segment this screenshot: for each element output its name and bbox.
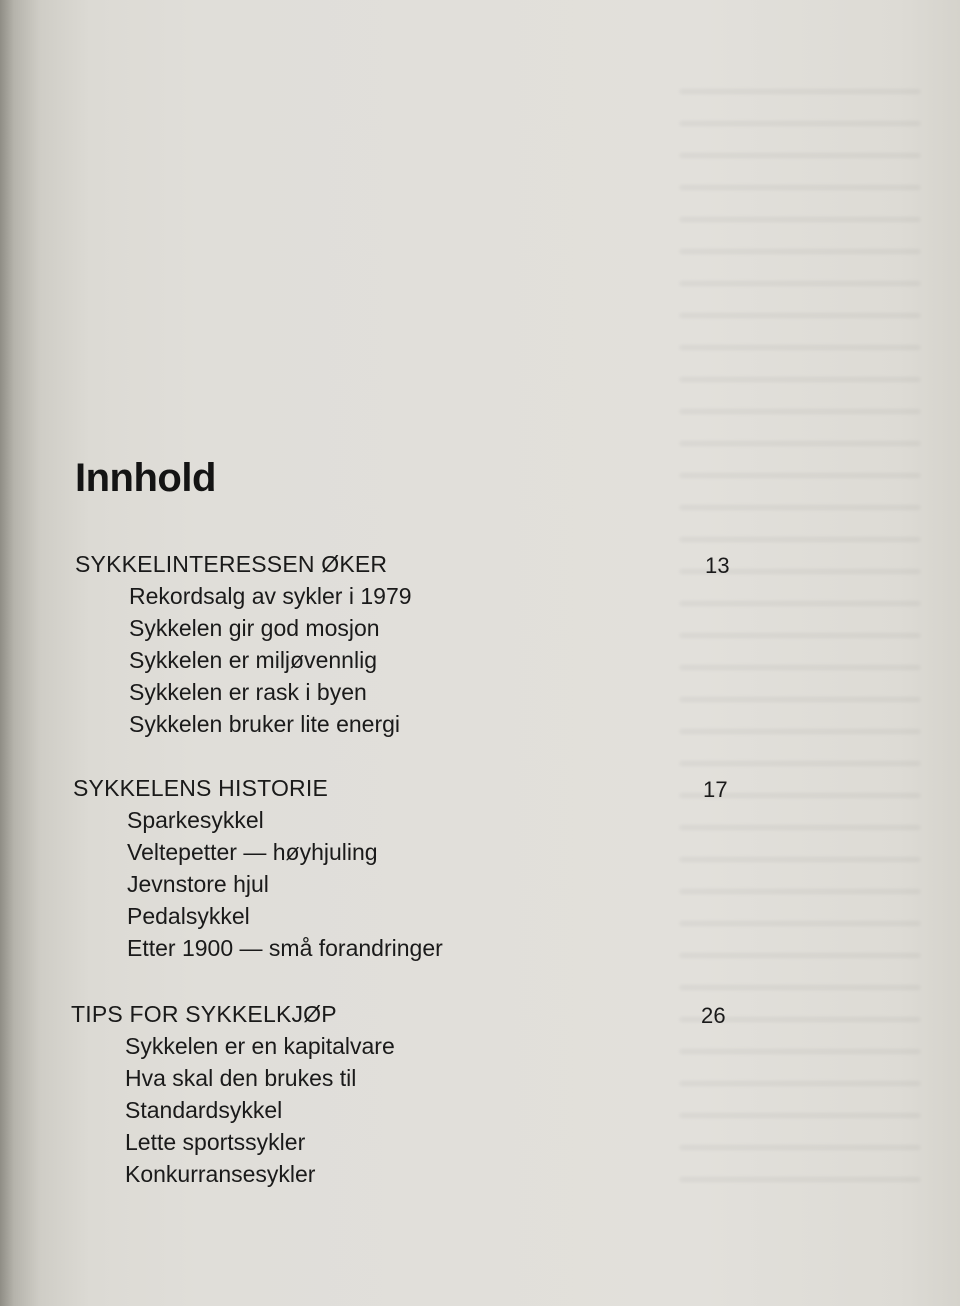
- toc-item: Pedalsykkel: [127, 903, 250, 929]
- page-title: Innhold: [75, 456, 216, 500]
- toc-section-header: [71, 998, 771, 1030]
- toc-item: Sykkelen er miljøvennlig: [129, 647, 377, 673]
- toc-section-title: TIPS FOR SYKKELKJØP: [71, 1001, 337, 1027]
- toc-item: Jevnstore hjul: [127, 871, 269, 897]
- toc-item-list: [73, 804, 773, 964]
- toc-section: [71, 998, 771, 1190]
- toc-item: Etter 1900 — små forandringer: [127, 935, 443, 961]
- toc-page-number: 13: [705, 553, 730, 578]
- toc-section: [75, 548, 775, 740]
- toc-item-list: [71, 1030, 771, 1190]
- toc-item: Sykkelen bruker lite energi: [129, 711, 401, 737]
- toc-item: Hva skal den brukes til: [125, 1065, 357, 1091]
- toc-item: Sykkelen gir god mosjon: [129, 615, 380, 641]
- toc-page-number: 17: [703, 777, 728, 802]
- toc-section-header: [75, 548, 775, 580]
- toc-page-number: 26: [701, 1003, 726, 1028]
- toc-section-header: [73, 772, 773, 804]
- toc-section-title: SYKKELENS HISTORIE: [73, 775, 328, 801]
- toc-item: Sykkelen er rask i byen: [129, 679, 367, 705]
- toc-item: Konkurransesykler: [125, 1161, 316, 1187]
- toc-item-list: [75, 580, 775, 740]
- toc-section: [73, 772, 773, 964]
- toc-item: Standardsykkel: [125, 1097, 283, 1123]
- toc-item: Lette sportssykler: [125, 1129, 306, 1155]
- toc-section-title: SYKKELINTERESSEN ØKER: [75, 551, 388, 577]
- toc-item: Veltepetter — høyhjuling: [127, 839, 378, 865]
- toc-item: Sparkesykkel: [127, 807, 264, 833]
- toc-item: Sykkelen er en kapitalvare: [125, 1033, 395, 1059]
- toc-item: Rekordsalg av sykler i 1979: [129, 583, 412, 609]
